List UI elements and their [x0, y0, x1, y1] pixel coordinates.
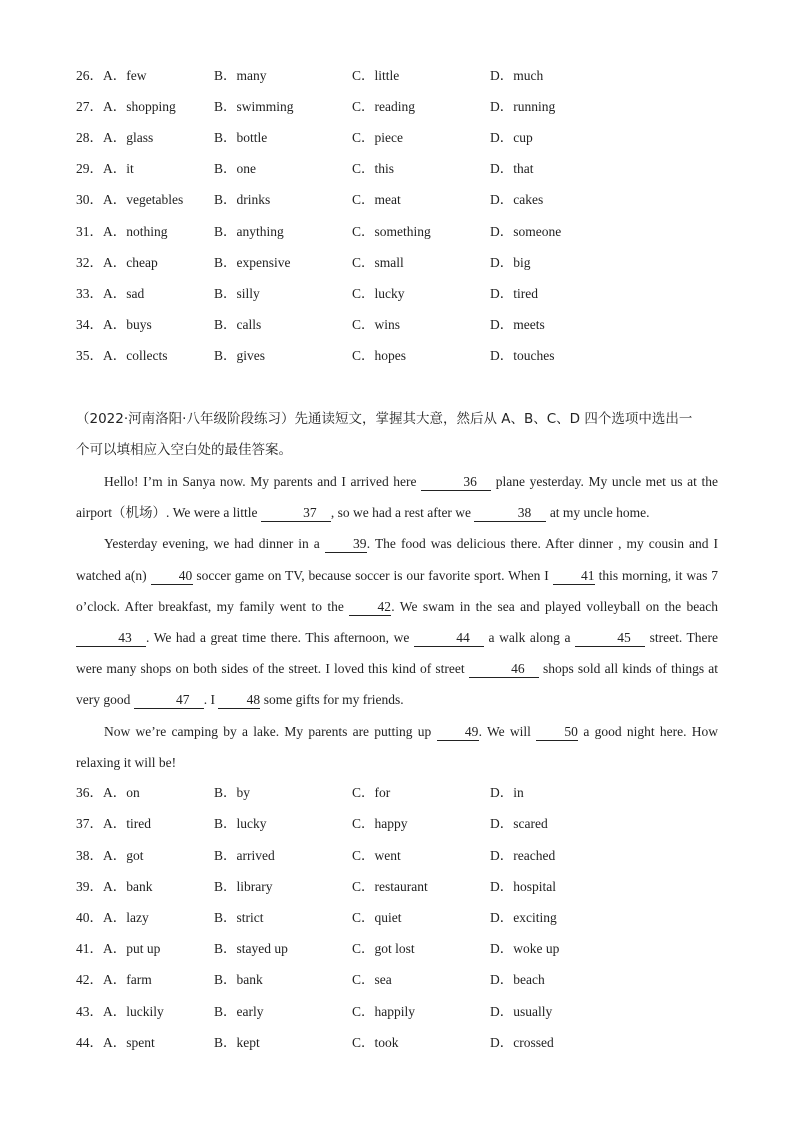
option-b[interactable]: B．arrived	[214, 848, 275, 863]
option-a[interactable]: A．tired	[103, 816, 151, 831]
option-b[interactable]: B．strict	[214, 910, 264, 925]
option-c[interactable]: C．happily	[352, 1004, 415, 1019]
blank-48[interactable]: 48	[218, 692, 260, 709]
passage-text: . We swam in the sea and played volleyball on the beach	[391, 598, 718, 614]
option-b[interactable]: B．early	[214, 1004, 264, 1019]
option-a[interactable]: A．spent	[103, 1035, 155, 1050]
passage-text: Yesterday evening, we had dinner in a	[104, 536, 325, 552]
blank-40[interactable]: 40	[151, 568, 193, 585]
option-d[interactable]: D．cup	[490, 130, 533, 145]
option-c[interactable]: C．wins	[352, 317, 401, 332]
option-c[interactable]: C．sea	[352, 972, 392, 987]
option-b[interactable]: B．calls	[214, 317, 262, 332]
passage-text: plane yesterday. My uncle met us at the airport（机场）. We were a little	[76, 474, 718, 521]
question-number: 33．	[76, 286, 103, 301]
question-number: 31．	[76, 224, 103, 239]
option-c[interactable]: C．meat	[352, 192, 401, 207]
cloze-passage	[76, 466, 718, 778]
option-a[interactable]: A．collects	[103, 348, 168, 363]
option-d[interactable]: D．someone	[490, 224, 562, 239]
option-d[interactable]: D．touches	[490, 348, 555, 363]
question-number: 29．	[76, 161, 103, 176]
blank-50[interactable]: 50	[536, 724, 578, 741]
option-a[interactable]: A．farm	[103, 972, 152, 987]
question-number: 34．	[76, 317, 103, 332]
option-b[interactable]: B．library	[214, 879, 273, 894]
option-a[interactable]: A．sad	[103, 286, 145, 301]
option-b[interactable]: B．anything	[214, 224, 284, 239]
passage-text: Hello! I’m in Sanya now. My parents and I arrived here	[104, 474, 422, 489]
question-number: 30．	[76, 192, 103, 207]
instructions-line-2: 个可以填相应入空白处的最佳答案。	[76, 442, 292, 459]
passage-text: a good night here. How relaxing it will be!	[76, 723, 718, 770]
option-d[interactable]: D．running	[490, 99, 556, 114]
blank-45[interactable]: 45	[575, 630, 645, 647]
option-a[interactable]: A．cheap	[103, 255, 158, 270]
blank-36[interactable]: 36	[421, 474, 491, 491]
option-c[interactable]: C．happy	[352, 816, 408, 831]
option-c[interactable]: C．this	[352, 161, 395, 176]
question-number: 26．	[76, 68, 103, 83]
option-a[interactable]: A．it	[103, 161, 134, 176]
blank-39[interactable]: 39	[325, 536, 367, 553]
option-a[interactable]: A．luckily	[103, 1004, 164, 1019]
passage-paragraph-1	[76, 466, 718, 528]
option-b[interactable]: B．one	[214, 161, 256, 176]
option-b[interactable]: B．many	[214, 68, 267, 83]
option-c[interactable]: C．got lost	[352, 941, 415, 956]
question-number: 27．	[76, 99, 103, 114]
question-number: 42．	[76, 972, 103, 987]
option-d[interactable]: D．usually	[490, 1004, 553, 1019]
option-a[interactable]: A．lazy	[103, 910, 149, 925]
question-number: 43．	[76, 1004, 103, 1019]
passage-text: shops sold all kinds of things at very good	[76, 661, 718, 708]
passage-text: street. There were many shops on both sides of the street. I loved this kind of street	[76, 630, 719, 677]
option-a[interactable]: A．got	[103, 848, 144, 863]
question-number: 44．	[76, 1035, 103, 1050]
passage-text: this morning, it was 7 o’clock. After breakfast, my family went to the	[76, 567, 719, 614]
option-b[interactable]: B．by	[214, 785, 251, 800]
option-b[interactable]: B．stayed up	[214, 941, 288, 956]
passage-text: Now we’re camping by a lake. My parents are putting up	[104, 723, 437, 739]
section-instructions	[76, 404, 718, 466]
option-c[interactable]: C．little	[352, 68, 400, 83]
option-b[interactable]: B．kept	[214, 1035, 260, 1050]
option-d[interactable]: D．cakes	[490, 192, 544, 207]
question-number: 37．	[76, 816, 103, 831]
option-b[interactable]: B．silly	[214, 286, 260, 301]
blank-43[interactable]: 43	[76, 630, 146, 647]
option-d[interactable]: D．in	[490, 785, 524, 800]
option-b[interactable]: B．swimming	[214, 99, 294, 114]
option-d[interactable]: D．much	[490, 68, 544, 83]
passage-text: . We had a great time there. This afternoon, we	[146, 630, 414, 646]
option-b[interactable]: B．drinks	[214, 192, 271, 207]
question-number: 41．	[76, 941, 103, 956]
question-number: 36．	[76, 785, 103, 800]
blank-47[interactable]: 47	[134, 692, 204, 709]
question-number: 40．	[76, 910, 103, 925]
passage-text: , so we had a rest after we	[330, 505, 475, 521]
option-c[interactable]: C．piece	[352, 130, 403, 145]
option-b[interactable]: B．lucky	[214, 816, 267, 831]
blank-49[interactable]: 49	[437, 724, 479, 741]
option-d[interactable]: D．crossed	[490, 1035, 554, 1050]
question-number: 28．	[76, 130, 103, 145]
question-number: 38．	[76, 848, 103, 863]
option-d[interactable]: D．scared	[490, 816, 548, 831]
option-a[interactable]: A．nothing	[103, 224, 168, 239]
passage-text: . The food was delicious there. After dinner , my cousin and I watched a(n)	[76, 536, 718, 583]
question-number: 32．	[76, 255, 103, 270]
option-d[interactable]: D．that	[490, 161, 534, 176]
blank-37[interactable]: 37	[261, 505, 331, 522]
blank-41[interactable]: 41	[553, 568, 595, 585]
option-c[interactable]: C．reading	[352, 99, 415, 114]
passage-text: some gifts for my friends.	[260, 692, 404, 708]
option-b[interactable]: B．bottle	[214, 130, 268, 145]
passage-text: . We will	[478, 723, 537, 739]
option-c[interactable]: C．went	[352, 848, 401, 863]
blank-44[interactable]: 44	[414, 630, 484, 647]
passage-text: soccer game on TV, because soccer is our favorite sport. When I	[192, 567, 553, 583]
option-b[interactable]: B．expensive	[214, 255, 291, 270]
passage-text: a walk along a	[483, 630, 576, 646]
option-d[interactable]: D．tired	[490, 286, 538, 301]
option-c[interactable]: C．lucky	[352, 286, 405, 301]
question-number: 35．	[76, 348, 103, 363]
option-c[interactable]: C．quiet	[352, 910, 402, 925]
option-d[interactable]: D．big	[490, 255, 531, 270]
option-c[interactable]: C．something	[352, 224, 431, 239]
option-a[interactable]: A．bank	[103, 879, 153, 894]
question-number: 39．	[76, 879, 103, 894]
blank-38[interactable]: 38	[474, 505, 546, 522]
option-d[interactable]: D．beach	[490, 972, 545, 987]
instructions-line-1: （2022·河南洛阳·八年级阶段练习）先通读短文，掌握其大意，然后从 A、B、C、D 四个选项中选出一	[76, 411, 693, 427]
option-a[interactable]: A．put up	[103, 941, 161, 956]
option-a[interactable]: A．few	[103, 68, 147, 83]
option-d[interactable]: D．hospital	[490, 879, 556, 894]
option-c[interactable]: C．took	[352, 1035, 399, 1050]
passage-paragraph-2	[76, 528, 718, 715]
option-a[interactable]: A．buys	[103, 317, 152, 332]
option-d[interactable]: D．exciting	[490, 910, 557, 925]
option-b[interactable]: B．gives	[214, 348, 266, 363]
option-d[interactable]: D．reached	[490, 848, 556, 863]
option-c[interactable]: C．small	[352, 255, 404, 270]
option-c[interactable]: C．hopes	[352, 348, 406, 363]
option-b[interactable]: B．bank	[214, 972, 263, 987]
blank-46[interactable]: 46	[469, 661, 539, 678]
option-d[interactable]: D．meets	[490, 317, 545, 332]
option-a[interactable]: A．shopping	[103, 99, 176, 114]
passage-paragraph-3	[76, 716, 718, 778]
passage-text: . I	[203, 692, 219, 708]
option-a[interactable]: A．vegetables	[103, 192, 184, 207]
option-c[interactable]: C．for	[352, 785, 391, 800]
option-d[interactable]: D．woke up	[490, 941, 560, 956]
passage-text: at my uncle home.	[546, 505, 650, 521]
option-a[interactable]: A．glass	[103, 130, 154, 145]
blank-42[interactable]: 42	[349, 599, 391, 616]
option-c[interactable]: C．restaurant	[352, 879, 428, 894]
option-a[interactable]: A．on	[103, 785, 140, 800]
